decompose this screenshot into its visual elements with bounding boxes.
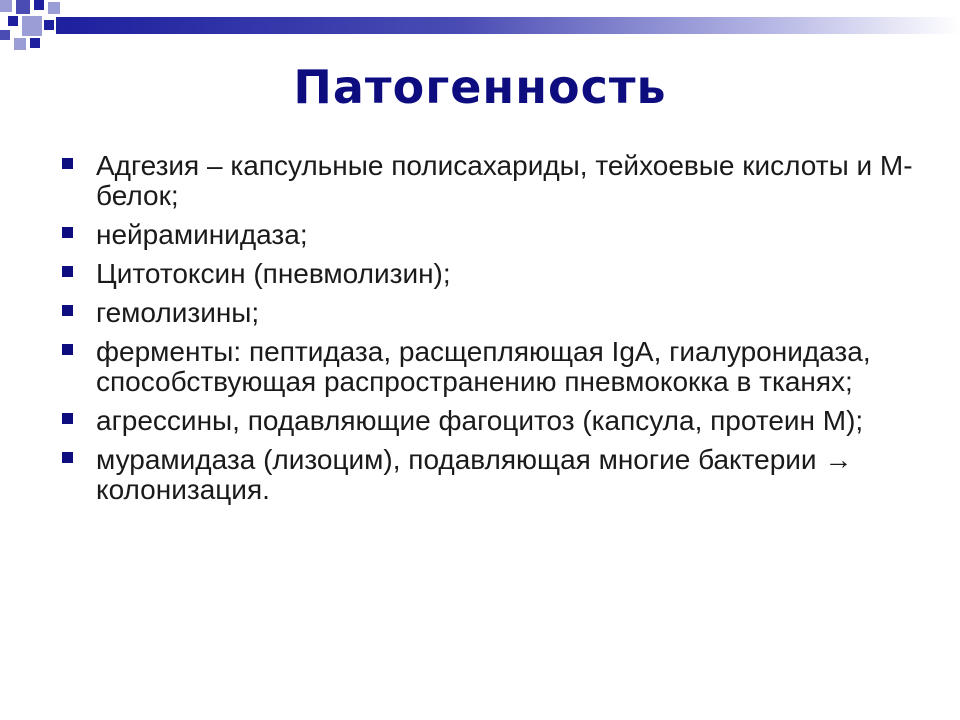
square-bullet-icon: [62, 266, 73, 277]
list-item-text: нейраминидаза;: [96, 219, 308, 250]
bullet-list: [60, 151, 920, 514]
square-bullet-icon: [62, 452, 73, 463]
square-bullet-icon: [62, 344, 73, 355]
list-item: [60, 298, 920, 328]
deco-square: [0, 30, 10, 40]
list-item-text: ферменты: пептидаза, расщепляющая IgA, гиалуронидаза, способствующая распространению пневмококка в тканях;: [96, 336, 871, 397]
list-item: [60, 151, 920, 211]
list-item: [60, 406, 920, 436]
list-item: [60, 445, 920, 505]
deco-square: [14, 38, 26, 50]
square-bullet-icon: [62, 227, 73, 238]
list-item: [60, 220, 920, 250]
list-item-text: гемолизины;: [96, 297, 260, 328]
page-title: Патогенность: [293, 60, 667, 114]
deco-square: [0, 0, 12, 12]
square-bullet-icon: [62, 305, 73, 316]
list-item-text: мурамидаза (лизоцим), подавляющая многие бактерии → колонизация.: [96, 444, 853, 505]
list-item: [60, 259, 920, 289]
deco-square: [48, 2, 60, 14]
list-item-text: агрессины, подавляющие фагоцитоз (капсула, протеин М);: [96, 405, 864, 436]
deco-square: [16, 0, 30, 14]
list-item-text: Цитотоксин (пневмолизин);: [96, 258, 451, 289]
square-bullet-icon: [62, 413, 73, 424]
header-gradient-bar: [56, 17, 960, 34]
list-item-text: Адгезия – капсульные полисахариды, тейхоевые кислоты и М-белок;: [96, 150, 913, 211]
list-item: [60, 337, 920, 397]
deco-square: [22, 16, 42, 36]
deco-square: [34, 0, 44, 10]
square-bullet-icon: [62, 158, 73, 169]
deco-square: [44, 20, 54, 30]
deco-square: [30, 38, 40, 48]
deco-square: [8, 16, 18, 26]
